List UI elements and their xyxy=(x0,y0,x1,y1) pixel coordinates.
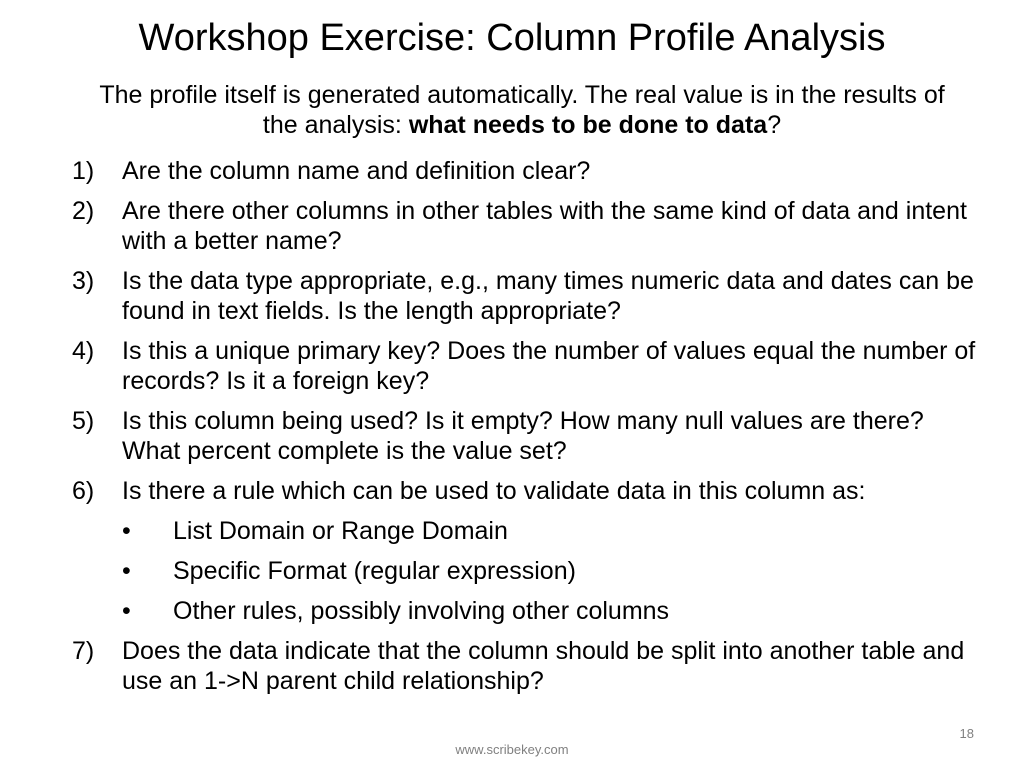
item-number: 7) xyxy=(72,637,95,665)
list-item xyxy=(72,636,982,696)
item-text: Is there a rule which can be used to validate data in this column as: xyxy=(122,477,866,505)
item-number: 3) xyxy=(72,267,95,295)
bullet-text: Other rules, possibly involving other columns xyxy=(173,597,670,625)
subtitle-bold-text: what needs to be done to data xyxy=(408,111,768,139)
list-item xyxy=(72,156,982,186)
slide-subtitle xyxy=(90,80,954,140)
sub-bullet-group xyxy=(72,516,982,626)
item-text: Are the column name and definition clear? xyxy=(122,157,591,185)
item-number: 1) xyxy=(72,157,95,185)
bullet-icon: • xyxy=(122,597,131,625)
item-number: 5) xyxy=(72,407,95,435)
item-text: Is this column being used? Is it empty? How many null values are there? What percent complete is the value set? xyxy=(122,407,924,465)
item-number: 4) xyxy=(72,337,95,365)
bullet-text: List Domain or Range Domain xyxy=(173,517,508,545)
item-number: 2) xyxy=(72,197,95,225)
question-list xyxy=(72,156,982,706)
sub-bullet-item xyxy=(72,516,982,546)
list-item xyxy=(72,406,982,466)
footer-url: www.scribekey.com xyxy=(455,742,569,757)
sub-bullet-item xyxy=(72,556,982,586)
bullet-text: Specific Format (regular expression) xyxy=(173,557,576,585)
sub-bullet-list xyxy=(72,516,982,626)
list-item xyxy=(72,196,982,256)
bullet-icon: • xyxy=(122,557,131,585)
subtitle-text: The profile itself is generated automatically. The real value is in the results of the analysis: xyxy=(99,81,945,139)
item-text: Is this a unique primary key? Does the number of values equal the number of records? Is it a foreign key? xyxy=(122,337,976,395)
sub-bullet-item xyxy=(72,596,982,626)
slide-title: Workshop Exercise: Column Profile Analysis xyxy=(138,17,886,59)
list-item xyxy=(72,476,982,506)
item-text: Is the data type appropriate, e.g., many times numeric data and dates can be found in text fields. Is the length appropriate? xyxy=(122,267,974,325)
page-number: 18 xyxy=(959,726,974,741)
subtitle-end: ? xyxy=(767,111,782,139)
list-item xyxy=(72,336,982,396)
bullet-icon: • xyxy=(122,517,131,545)
item-number: 6) xyxy=(72,477,95,505)
list-item xyxy=(72,266,982,326)
item-text: Are there other columns in other tables with the same kind of data and intent with a better name? xyxy=(122,197,967,255)
item-text: Does the data indicate that the column should be split into another table and use an 1->N parent child relationship? xyxy=(122,637,965,695)
